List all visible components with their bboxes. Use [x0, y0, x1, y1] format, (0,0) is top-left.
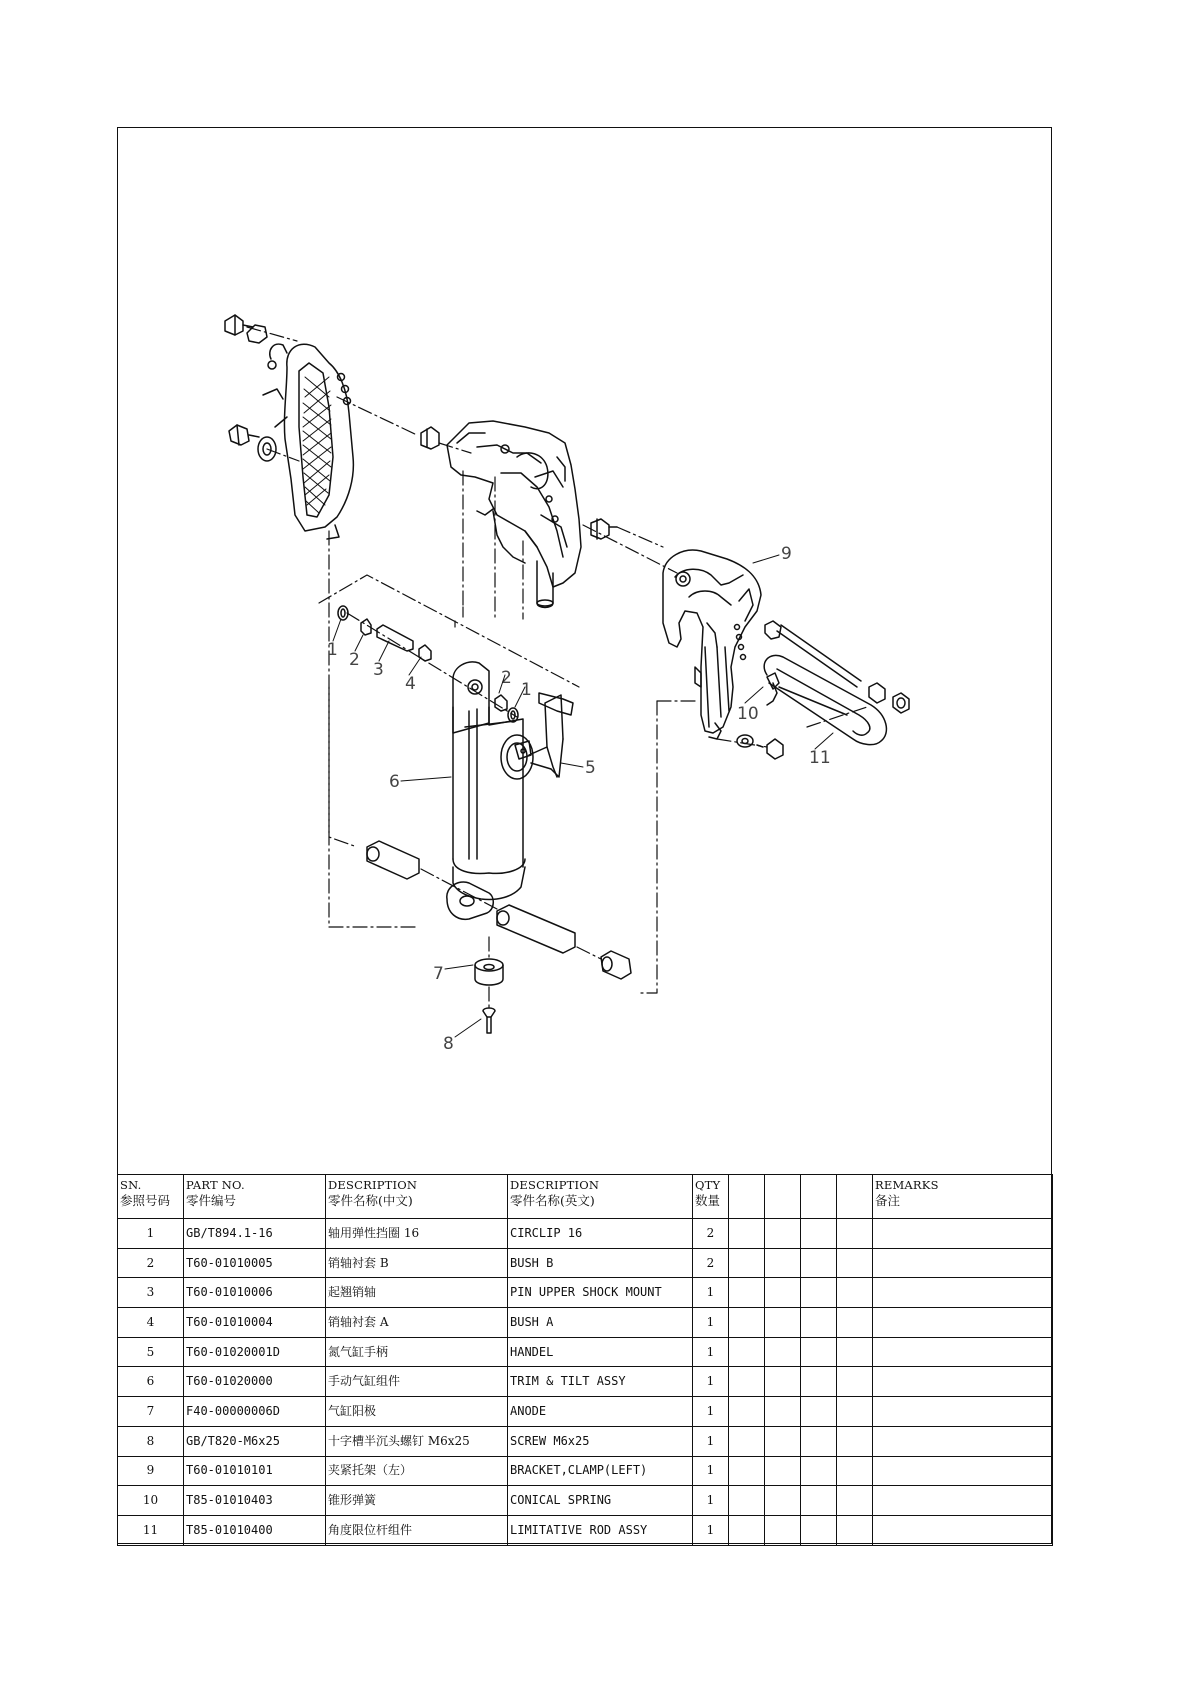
table-row [118, 1515, 1053, 1545]
cell-remarks [873, 1337, 1053, 1367]
cell-desc-en: ANODE [508, 1397, 693, 1427]
cell-desc-cn: 销轴衬套 A [326, 1308, 508, 1338]
callout-4: 4 [405, 674, 416, 694]
table-row [118, 1397, 1053, 1427]
header-blank-2 [765, 1175, 801, 1219]
cell-desc-cn: 手动气缸组件 [326, 1367, 508, 1397]
cell-part-no: T60-01010006 [184, 1278, 326, 1308]
cell-blank [765, 1278, 801, 1308]
table-row [118, 1456, 1053, 1486]
header-part-no: PART NO. 零件编号 [184, 1175, 326, 1219]
callouts [327, 544, 831, 1054]
header-remarks: REMARKS 备注 [873, 1175, 1053, 1219]
cell-qty: 1 [693, 1426, 729, 1456]
cell-blank [837, 1308, 873, 1338]
header-qty: QTY 数量 [693, 1175, 729, 1219]
cell-blank [837, 1397, 873, 1427]
cell-sn: 5 [118, 1337, 184, 1367]
cell-qty: 2 [693, 1248, 729, 1278]
cell-remarks [873, 1486, 1053, 1516]
cell-desc-cn: 夹紧托架（左） [326, 1456, 508, 1486]
callout-9: 9 [781, 544, 792, 564]
cell-desc-en: SCREW M6x25 [508, 1426, 693, 1456]
callout-1b: 1 [521, 680, 532, 700]
cell-sn: 4 [118, 1308, 184, 1338]
cell-sn: 6 [118, 1367, 184, 1397]
cell-blank [801, 1515, 837, 1545]
cell-part-no: T60-01010004 [184, 1308, 326, 1338]
cell-part-no: T85-01010400 [184, 1515, 326, 1545]
leader-lines [333, 555, 833, 1037]
cell-desc-cn: 气缸阳极 [326, 1397, 508, 1427]
cell-qty: 1 [693, 1456, 729, 1486]
cell-remarks [873, 1426, 1053, 1456]
cell-sn: 3 [118, 1278, 184, 1308]
header-blank-4 [837, 1175, 873, 1219]
swivel-bracket [447, 421, 581, 608]
callout-6: 6 [389, 772, 400, 792]
table-row [118, 1367, 1053, 1397]
table-row [118, 1248, 1053, 1278]
cell-blank [765, 1248, 801, 1278]
exploded-view-drawing [117, 127, 1052, 1175]
cell-qty: 1 [693, 1486, 729, 1516]
center-lines [247, 327, 867, 1007]
left-bolts [225, 315, 276, 461]
cell-blank [765, 1337, 801, 1367]
cell-desc-en: PIN UPPER SHOCK MOUNT [508, 1278, 693, 1308]
cell-qty: 1 [693, 1367, 729, 1397]
cell-blank [729, 1486, 765, 1516]
cell-desc-cn: 起翘销轴 [326, 1278, 508, 1308]
cell-blank [765, 1515, 801, 1545]
cell-blank [765, 1397, 801, 1427]
cell-part-no: T60-01020001D [184, 1337, 326, 1367]
cell-blank [729, 1337, 765, 1367]
cell-blank [765, 1308, 801, 1338]
header-blank-3 [801, 1175, 837, 1219]
cell-remarks [873, 1456, 1053, 1486]
cell-remarks [873, 1219, 1053, 1249]
cell-blank [801, 1219, 837, 1249]
cell-desc-cn: 销轴衬套 B [326, 1248, 508, 1278]
cell-blank [837, 1456, 873, 1486]
cell-desc-en: CONICAL SPRING [508, 1486, 693, 1516]
cell-blank [837, 1248, 873, 1278]
cell-part-no: F40-00000006D [184, 1397, 326, 1427]
cell-remarks [873, 1308, 1053, 1338]
cell-blank [837, 1337, 873, 1367]
cell-sn: 11 [118, 1515, 184, 1545]
cell-sn: 8 [118, 1426, 184, 1456]
callout-11: 11 [809, 748, 831, 768]
callout-7: 7 [433, 964, 444, 984]
cell-qty: 1 [693, 1278, 729, 1308]
cell-sn: 2 [118, 1248, 184, 1278]
cell-blank [729, 1397, 765, 1427]
table-row [118, 1219, 1053, 1249]
cell-blank [837, 1219, 873, 1249]
callout-2b: 2 [501, 668, 512, 688]
callout-3: 3 [373, 660, 384, 680]
cell-blank [801, 1308, 837, 1338]
header-sn: SN. 参照号码 [118, 1175, 184, 1219]
swivel-bushes [421, 427, 617, 539]
callout-2: 2 [349, 650, 360, 670]
cell-blank [837, 1426, 873, 1456]
cell-desc-en: BUSH A [508, 1308, 693, 1338]
callout-10: 10 [737, 704, 759, 724]
callout-5: 5 [585, 758, 596, 778]
cell-blank [765, 1367, 801, 1397]
cell-blank [801, 1456, 837, 1486]
pin-and-bushes [338, 606, 518, 722]
callout-8: 8 [443, 1034, 454, 1054]
left-clamp-bracket [263, 344, 353, 539]
cell-blank [801, 1426, 837, 1456]
cell-blank [837, 1515, 873, 1545]
cell-part-no: T60-01020000 [184, 1367, 326, 1397]
cell-part-no: T85-01010403 [184, 1486, 326, 1516]
cell-sn: 9 [118, 1456, 184, 1486]
header-blank-1 [729, 1175, 765, 1219]
parts-list-table [117, 1174, 1053, 1546]
table-row [118, 1278, 1053, 1308]
cell-blank [837, 1367, 873, 1397]
cell-part-no: GB/T820-M6x25 [184, 1426, 326, 1456]
cell-qty: 1 [693, 1397, 729, 1427]
cell-blank [765, 1426, 801, 1456]
cell-qty: 1 [693, 1515, 729, 1545]
cell-blank [765, 1456, 801, 1486]
cell-qty: 1 [693, 1337, 729, 1367]
cell-blank [729, 1308, 765, 1338]
cell-qty: 1 [693, 1308, 729, 1338]
cell-part-no: GB/T894.1-16 [184, 1219, 326, 1249]
cell-desc-cn: 角度限位杆组件 [326, 1515, 508, 1545]
table-row [118, 1426, 1053, 1456]
cell-blank [729, 1248, 765, 1278]
cell-blank [729, 1219, 765, 1249]
cell-desc-cn: 氮气缸手柄 [326, 1337, 508, 1367]
cell-sn: 7 [118, 1397, 184, 1427]
header-desc-en: DESCRIPTION 零件名称(英文) [508, 1175, 693, 1219]
cell-remarks [873, 1248, 1053, 1278]
cell-remarks [873, 1397, 1053, 1427]
limitative-rod [764, 655, 886, 744]
cell-desc-en: BRACKET,CLAMP(LEFT) [508, 1456, 693, 1486]
cell-blank [765, 1486, 801, 1516]
cell-part-no: T60-01010101 [184, 1456, 326, 1486]
cell-blank [801, 1337, 837, 1367]
cell-blank [801, 1486, 837, 1516]
cell-blank [729, 1367, 765, 1397]
cell-blank [801, 1367, 837, 1397]
cell-blank [765, 1219, 801, 1249]
cell-desc-en: LIMITATIVE ROD ASSY [508, 1515, 693, 1545]
table-row [118, 1486, 1053, 1516]
cell-desc-en: CIRCLIP 16 [508, 1219, 693, 1249]
cell-blank [837, 1278, 873, 1308]
cell-desc-cn: 锥形弹簧 [326, 1486, 508, 1516]
cell-blank [801, 1278, 837, 1308]
cell-desc-en: TRIM & TILT ASSY [508, 1367, 693, 1397]
cell-blank [729, 1278, 765, 1308]
cell-remarks [873, 1278, 1053, 1308]
cell-desc-cn: 十字槽半沉头螺钉 M6x25 [326, 1426, 508, 1456]
cell-remarks [873, 1515, 1053, 1545]
cell-desc-en: BUSH B [508, 1248, 693, 1278]
trim-tilt-cylinder [367, 662, 631, 1033]
header-desc-cn: DESCRIPTION 零件名称(中文) [326, 1175, 508, 1219]
cell-desc-en: HANDEL [508, 1337, 693, 1367]
cell-blank [837, 1486, 873, 1516]
table-row [118, 1308, 1053, 1338]
cell-remarks [873, 1367, 1053, 1397]
cell-blank [801, 1397, 837, 1427]
callout-1: 1 [327, 640, 338, 660]
cell-part-no: T60-01010005 [184, 1248, 326, 1278]
cell-qty: 2 [693, 1219, 729, 1249]
cell-sn: 1 [118, 1219, 184, 1249]
cell-sn: 10 [118, 1486, 184, 1516]
cell-blank [801, 1248, 837, 1278]
cell-desc-cn: 轴用弹性挡圈 16 [326, 1219, 508, 1249]
cell-blank [729, 1426, 765, 1456]
table-header-row [118, 1175, 1053, 1219]
cell-blank [729, 1456, 765, 1486]
cell-blank [729, 1515, 765, 1545]
table-row [118, 1337, 1053, 1367]
